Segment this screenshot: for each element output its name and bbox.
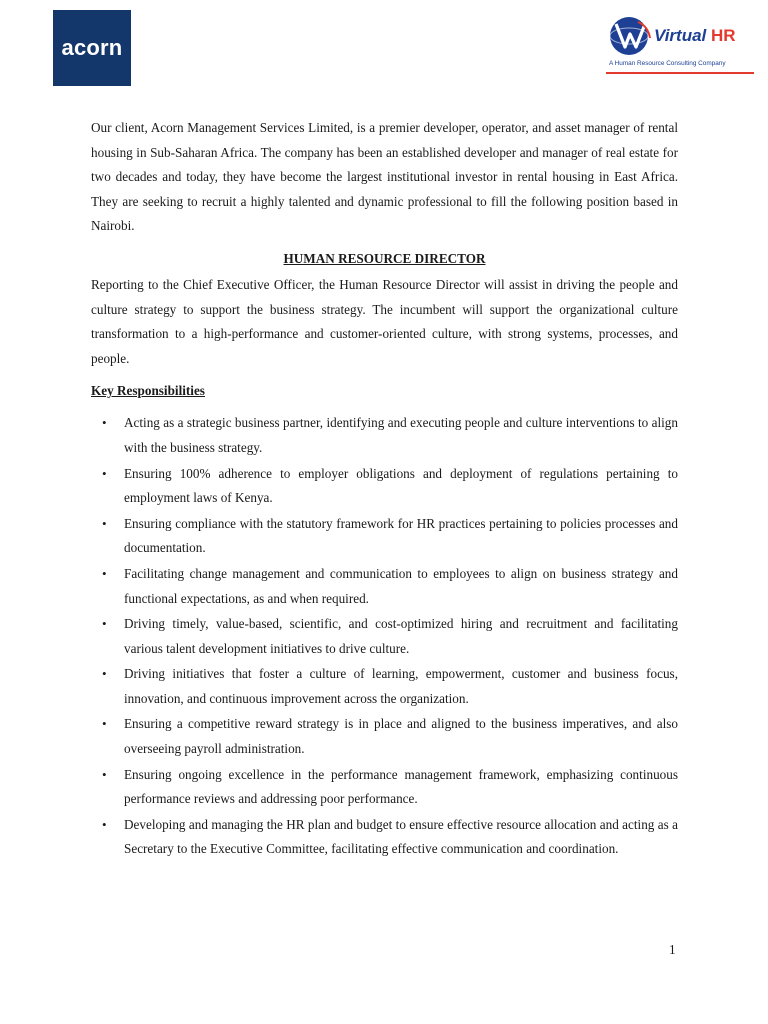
bullet-icon: • <box>102 616 107 632</box>
page-number: 1 <box>669 942 676 957</box>
intro-paragraph: Our client, Acorn Management Services Limited, is a premier developer, operator, and asset manager of rental housing in Sub-Saharan Africa. The company has been an established developer and manager of real estate for two decades and today, they have become the largest institutional investor in rental housing in East Africa. They are seeking to recruit a highly talented and dynamic professional to fill the following position based in Nairobi. <box>91 120 678 234</box>
list-item <box>91 512 678 561</box>
responsibilities-heading: Key Responsibilities <box>91 383 205 399</box>
virtual-hr-name-part1: Virtual <box>654 26 707 45</box>
bullet-icon: • <box>102 716 107 732</box>
list-item <box>91 612 678 661</box>
acorn-logo <box>53 10 131 86</box>
list-item <box>91 763 678 812</box>
virtual-hr-name <box>654 26 736 46</box>
list-item-text: Acting as a strategic business partner, identifying and executing people and culture interventions to align with the business strategy. <box>124 415 678 455</box>
bullet-icon: • <box>102 415 107 431</box>
list-item <box>91 562 678 611</box>
list-item-text: Ensuring ongoing excellence in the performance management framework, emphasizing continuous performance reviews and addressing poor performance. <box>124 766 678 807</box>
list-item-text: Ensuring a competitive reward strategy is in place and aligned to the business imperatives, and also overseeing payroll administration. <box>124 716 678 757</box>
acorn-logo-text: acorn <box>61 35 123 60</box>
bullet-icon: • <box>102 816 107 832</box>
list-item-text: Developing and managing the HR plan and budget to ensure effective resource allocation and acting as a Secretary to the Executive Committee, facilitating effective communication and coordination. <box>124 816 678 857</box>
list-item-text: Driving timely, value-based, scientific, and cost-optimized hiring and recruitment and facilitating various talent development initiatives to drive culture. <box>124 616 678 656</box>
list-item <box>91 462 678 511</box>
virtual-hr-logo <box>606 14 756 76</box>
role-summary-paragraph: Reporting to the Chief Executive Officer, the Human Resource Director will assist in driving the people and culture strategy to support the business strategy. The incumbent will support the organizational culture transformation to a high-performance and customer-oriented culture, with strong systems, processes, and people. <box>91 276 678 366</box>
list-item-text: Ensuring compliance with the statutory framework for HR practices pertaining to policies processes and documentation. <box>124 515 678 556</box>
list-item <box>91 662 678 711</box>
bullet-icon: • <box>102 666 107 682</box>
list-item <box>91 813 678 862</box>
list-item <box>91 411 678 460</box>
list-item-text: Facilitating change management and communication to employees to align on business strategy and functional expectations, as and when required. <box>124 565 678 606</box>
job-title: HUMAN RESOURCE DIRECTOR <box>283 250 486 266</box>
bullet-icon: • <box>102 465 107 481</box>
bullet-icon: • <box>102 515 107 531</box>
list-item <box>91 712 678 761</box>
virtual-hr-tagline: A Human Resource Consulting Company <box>609 60 726 67</box>
bullet-icon: • <box>102 565 107 581</box>
virtual-hr-name-part2: HR <box>711 26 736 45</box>
list-item-text: Ensuring 100% adherence to employer obligations and deployment of regulations pertaining to employment laws of Kenya. <box>124 465 678 506</box>
bullet-icon: • <box>102 766 107 782</box>
virtual-hr-divider <box>606 72 754 74</box>
responsibilities-list <box>91 411 678 862</box>
virtual-hr-globe-icon <box>608 16 652 56</box>
document-body <box>91 116 678 863</box>
list-item-text: Driving initiatives that foster a culture of learning, empowerment, customer and business focus, innovation, and continuous improvement across the organization. <box>124 666 678 706</box>
